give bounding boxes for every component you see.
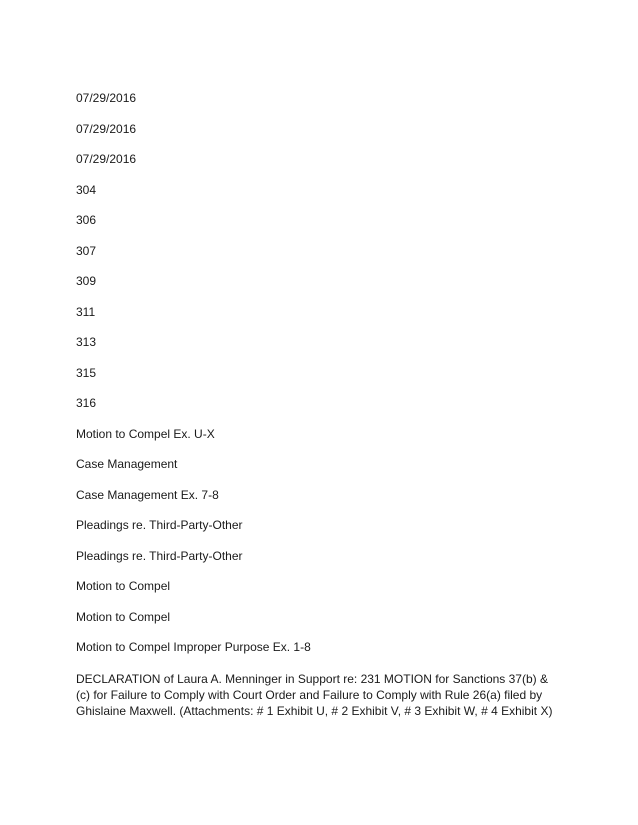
category-line: Pleadings re. Third-Party-Other: [76, 518, 243, 532]
category-line: Motion to Compel Ex. U-X: [76, 426, 215, 441]
category-line: Case Management Ex. 7-8: [76, 487, 219, 502]
docket-number-line: 307: [76, 243, 97, 258]
date-line: 07/29/2016: [76, 152, 137, 166]
docket-number-line: 316: [76, 396, 97, 410]
category-line: Motion to Compel: [76, 609, 171, 624]
declaration-paragraph: DECLARATION of Laura A. Menninger in Support re: 231 MOTION for Sanctions 37(b) & (c) for Failure to Comply with Court Order and Failure to Comply with Rule 26(a) filed by Ghislaine Maxwell. (Attachments: # 1 Exhibit U, # 2 Exhibit V, # 3 Exhibit W, # 4 Exhibit X): [76, 671, 553, 718]
category-line: Motion to Compel: [76, 579, 171, 593]
category-line: Case Management: [76, 457, 178, 471]
date-line: 07/29/2016: [76, 121, 137, 136]
docket-number-line: 306: [76, 213, 97, 227]
docket-number-line: 313: [76, 335, 97, 349]
date-line: 07/29/2016: [76, 91, 137, 105]
document-body: [76, 91, 566, 719]
category-line: Motion to Compel Improper Purpose Ex. 1-8: [76, 640, 311, 654]
docket-number-line: 311: [76, 304, 96, 319]
category-line: Pleadings re. Third-Party-Other: [76, 548, 243, 563]
docket-number-line: 304: [76, 182, 97, 197]
docket-number-line: 315: [76, 365, 97, 380]
docket-number-line: 309: [76, 274, 97, 288]
